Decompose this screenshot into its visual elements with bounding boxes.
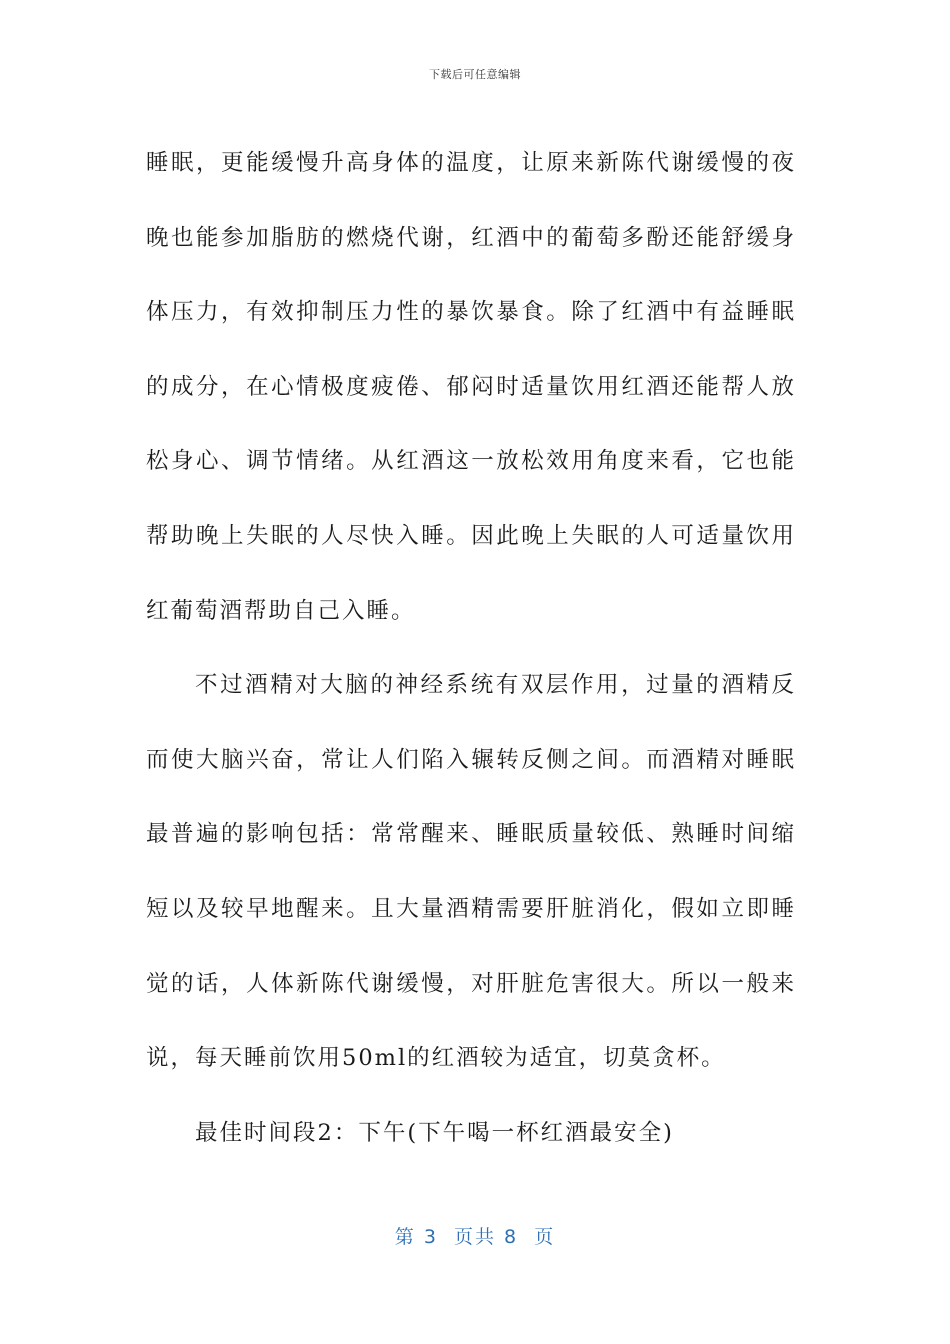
paragraph-3: 最佳时间段2：下午(下午喝一杯红酒最安全) — [195, 1119, 674, 1146]
page-number-label: 第 3 页共 8 页 — [394, 1226, 556, 1248]
paragraph-1: 睡眠，更能缓慢升高身体的温度，让原来新陈代谢缓慢的夜晚也能参加脂肪的燃烧代谢，红酒中的葡萄多酚还能舒缓身体压力，有效抑制压力性的暴饮暴食。除了红酒中有益睡眠的成分，在心情极度疲倦、郁闷时适量饮用红酒还能帮人放松身心、调节情绪。从红酒这一放松效用角度来看，它也能帮助晚上失眠的人尽快入睡。因此晚上失眠的人可适量饮用红葡萄酒帮助自己入睡。 — [146, 150, 796, 624]
page-number — [0, 1222, 950, 1249]
document-body — [146, 126, 796, 1170]
header-note: 下载后可任意编辑 — [429, 68, 521, 81]
paragraph-2: 不过酒精对大脑的神经系统有双层作用，过量的酒精反而使大脑兴奋，常让人们陷入辗转反侧之间。而酒精对睡眠最普遍的影响包括：常常醒来、睡眠质量较低、熟睡时间缩短以及较早地醒来。且大量酒精需要肝脏消化，假如立即睡觉的话，人体新陈代谢缓慢，对肝脏危害很大。所以一般来说，每天睡前饮用50ml的红酒较为适宜，切莫贪杯。 — [146, 672, 796, 1072]
